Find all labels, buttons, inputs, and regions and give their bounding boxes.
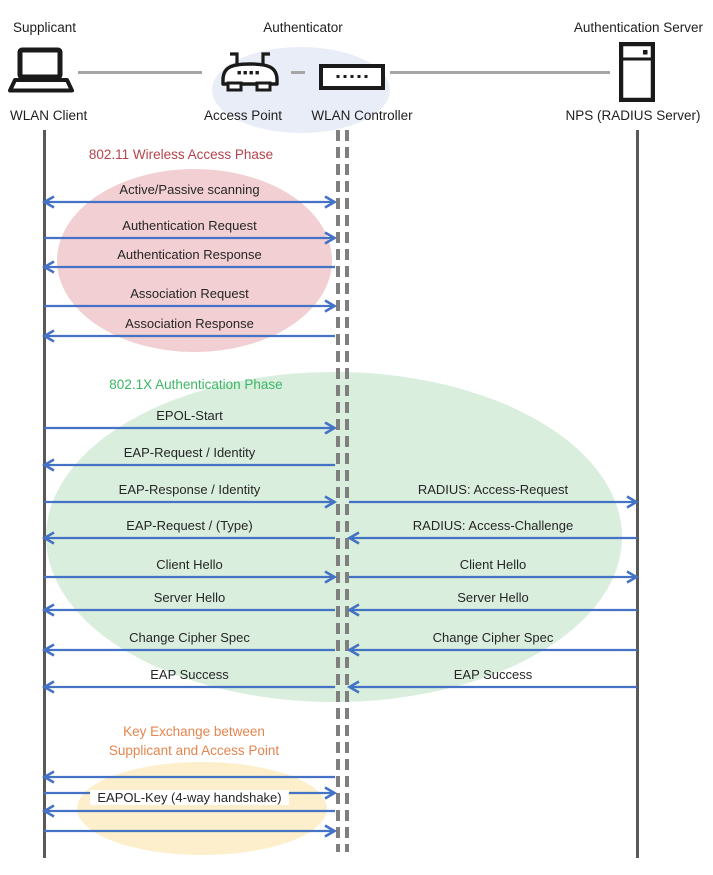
message-label: Client Hello bbox=[459, 557, 527, 572]
access-point-label: Access Point bbox=[203, 108, 283, 123]
connector-line bbox=[78, 71, 202, 74]
connector-line bbox=[291, 71, 305, 74]
message-label: RADIUS: Access-Challenge bbox=[412, 518, 574, 533]
message-label: EAP Success bbox=[453, 667, 533, 682]
supplicant-role-label: Supplicant bbox=[13, 20, 77, 35]
wlan-controller-label: WLAN Controller bbox=[311, 108, 413, 123]
server-icon bbox=[619, 42, 655, 102]
message-label: Server Hello bbox=[153, 590, 226, 605]
wlan-controller-icon bbox=[319, 64, 385, 90]
message-label: Authentication Request bbox=[122, 218, 257, 233]
connector-line bbox=[390, 71, 610, 74]
phase3-title-line1: Key Exchange between bbox=[123, 724, 265, 739]
message-label: Association Request bbox=[130, 286, 249, 301]
message-label: Active/Passive scanning bbox=[119, 182, 260, 197]
message-label: Association Response bbox=[125, 316, 254, 331]
message-label: Authentication Response bbox=[117, 247, 262, 262]
message-label: Change Cipher Spec bbox=[432, 630, 554, 645]
phase3-title bbox=[39, 722, 349, 760]
message-label: EAP-Response / Identity bbox=[118, 482, 261, 497]
message-label: EAP-Request / (Type) bbox=[126, 518, 253, 533]
phase1-title: 802.11 Wireless Access Phase bbox=[88, 147, 274, 162]
laptop-icon bbox=[8, 47, 74, 94]
message-label: EPOL-Start bbox=[156, 408, 223, 423]
nps-radius-server-label: NPS (RADIUS Server) bbox=[565, 108, 701, 123]
message-label: EAPOL-Key (4-way handshake) bbox=[44, 790, 335, 806]
wlan-client-label: WLAN Client bbox=[10, 108, 88, 123]
access-point-icon bbox=[220, 50, 280, 94]
message-label: Server Hello bbox=[457, 590, 529, 605]
authenticator-role-label: Authenticator bbox=[263, 20, 343, 35]
message-label: EAP-Request / Identity bbox=[123, 445, 256, 460]
message-label: Change Cipher Spec bbox=[129, 630, 250, 645]
phase2-title: 802.1X Authentication Phase bbox=[109, 377, 283, 392]
message-label: EAP Success bbox=[150, 667, 229, 682]
message-label: Client Hello bbox=[156, 557, 223, 572]
phase3-title-line2: Supplicant and Access Point bbox=[108, 743, 280, 758]
authentication-server-role-label: Authentication Server bbox=[573, 20, 703, 35]
message-label: RADIUS: Access-Request bbox=[417, 482, 569, 497]
message-arrow bbox=[44, 822, 335, 840]
